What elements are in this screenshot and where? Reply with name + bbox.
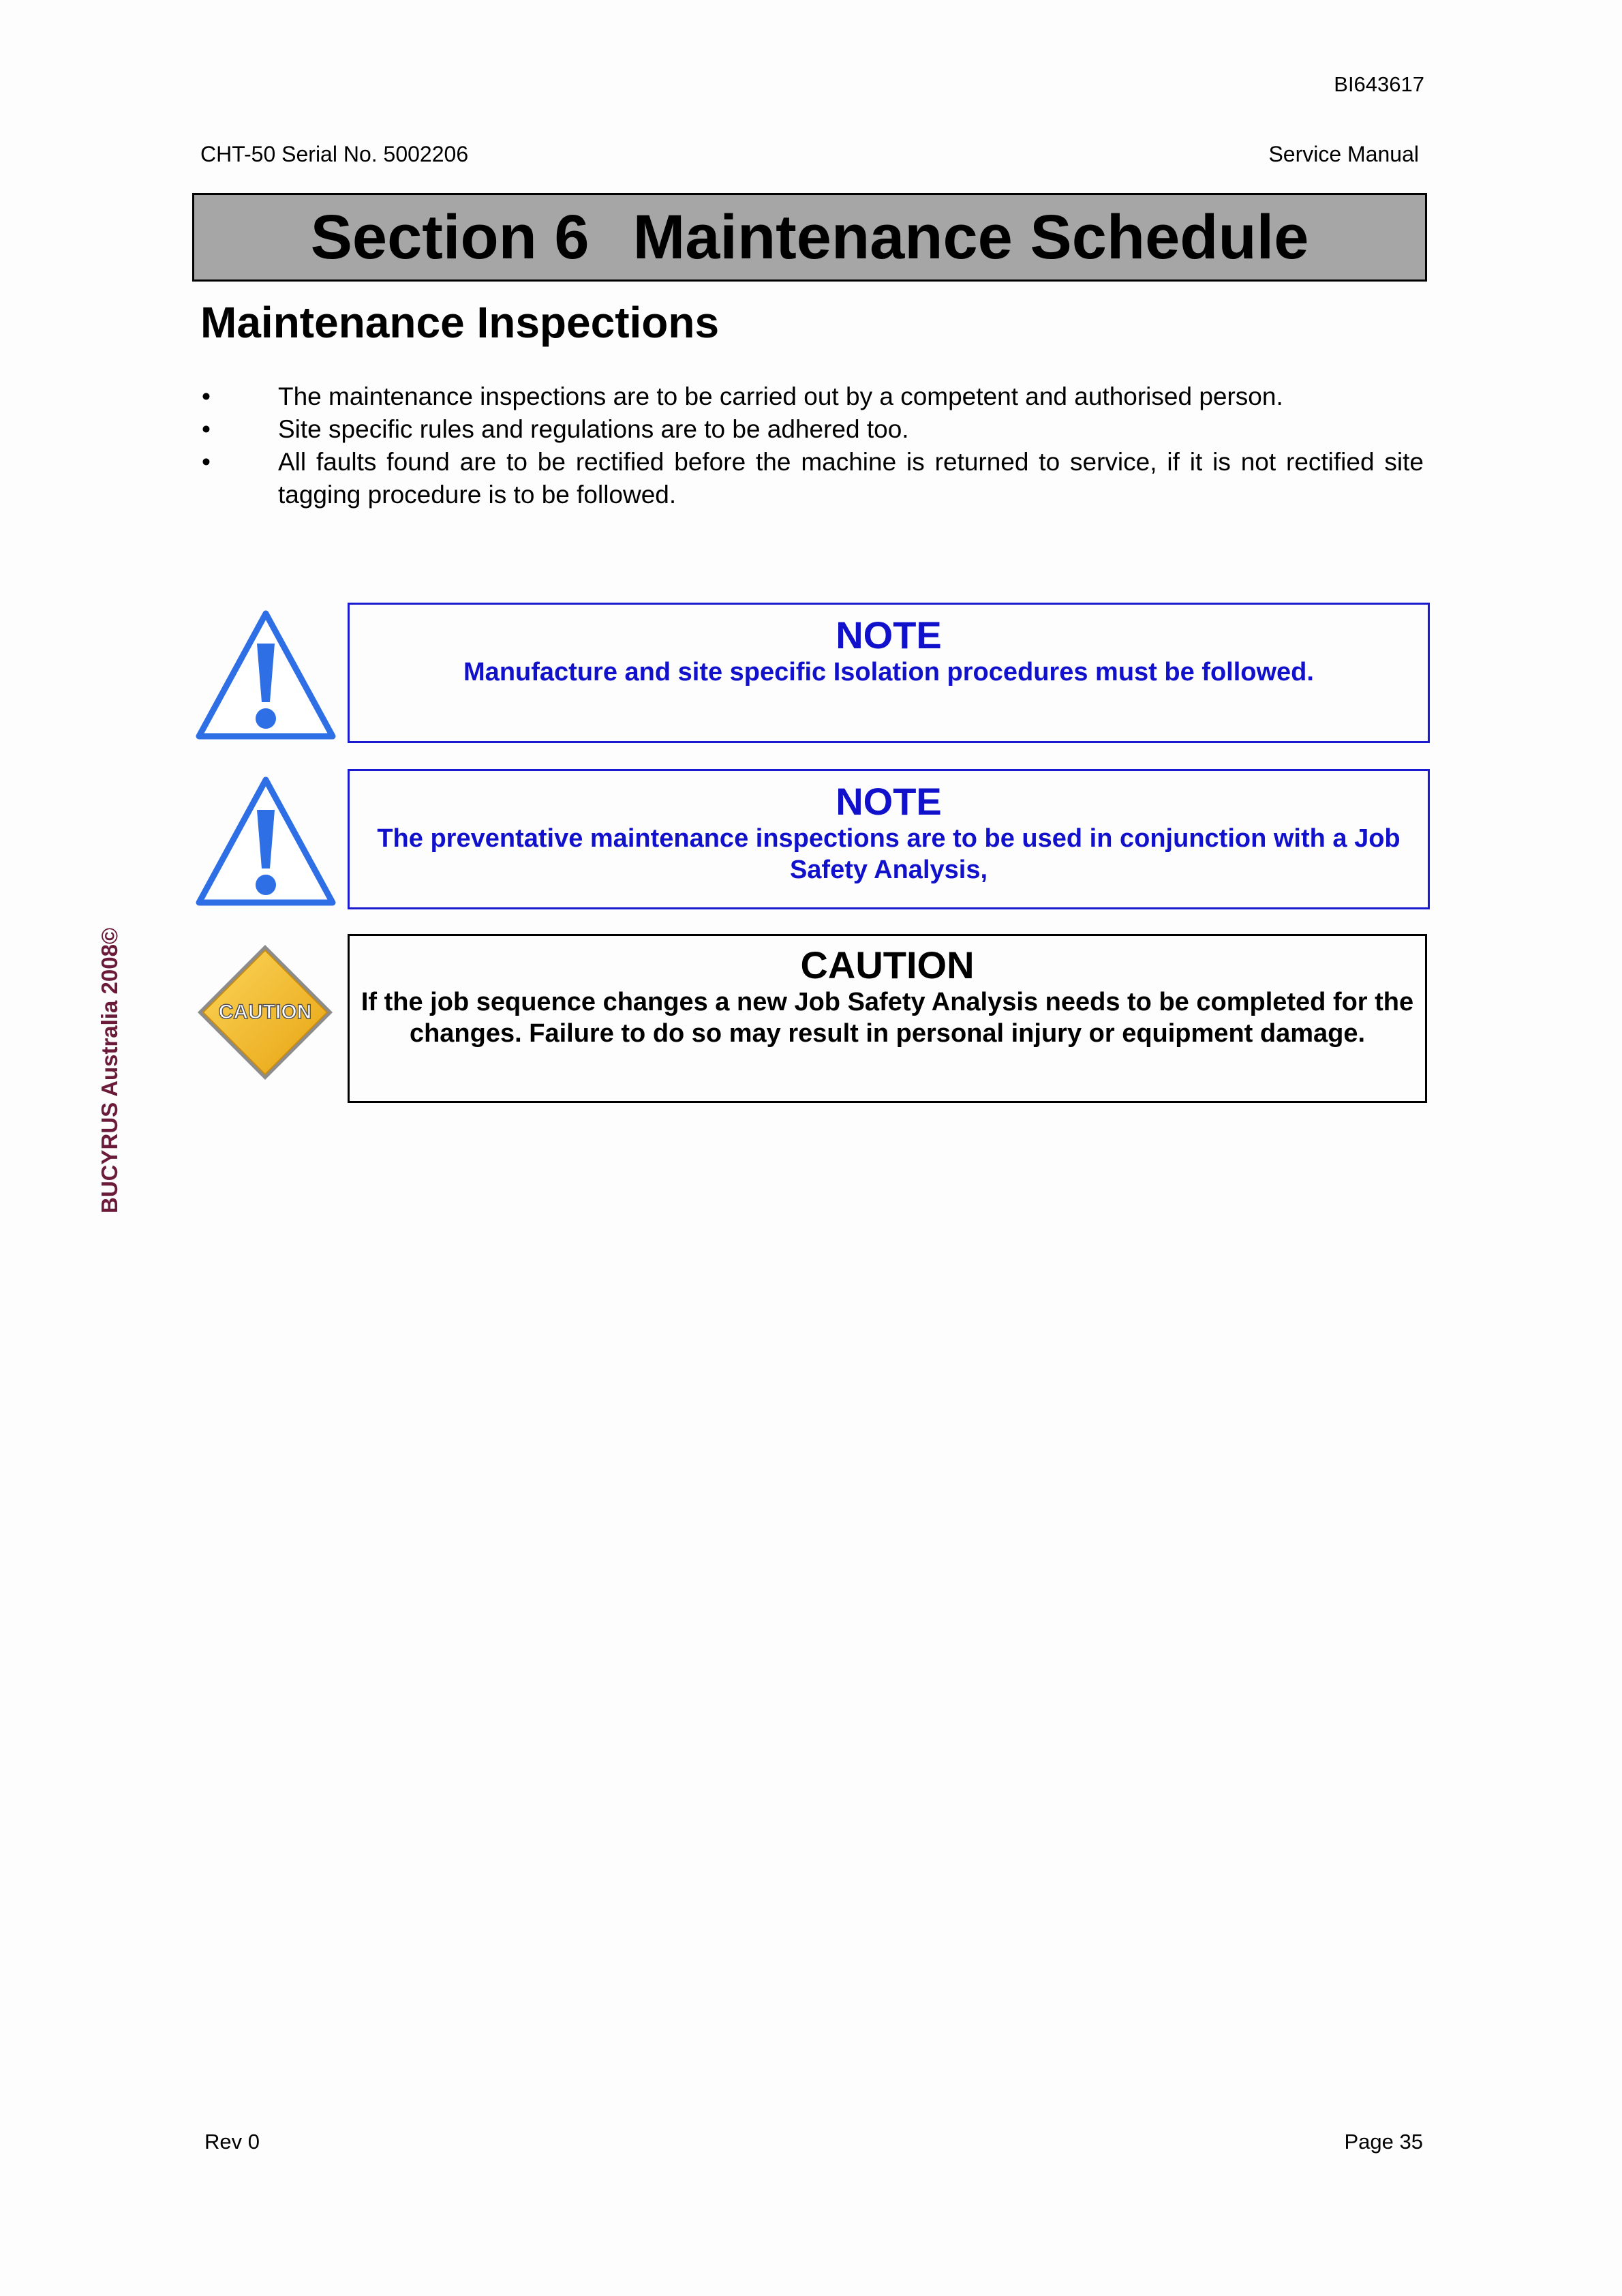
note-box xyxy=(348,603,1430,743)
warning-triangle-icon xyxy=(194,608,338,742)
page-heading: Maintenance Inspections xyxy=(200,298,720,347)
list-item-text: The maintenance inspections are to be carried out by a competent and authorised person. xyxy=(278,382,1283,410)
section-number: Section 6 xyxy=(310,202,590,272)
document-id: BI643617 xyxy=(1334,72,1424,96)
note-box xyxy=(348,769,1430,909)
header-manual-type: Service Manual xyxy=(1268,142,1419,166)
note-title: NOTE xyxy=(836,614,942,656)
note-text: The preventative maintenance inspections are to be used in conjunction with a Job Safety Analysis, xyxy=(377,824,1401,884)
list-item xyxy=(200,413,1424,446)
page-footer xyxy=(204,2130,1423,2154)
header-serial: CHT-50 Serial No. 5002206 xyxy=(200,142,469,166)
list-item-text: All faults found are to be rectified before the machine is returned to service, if it is not rectified site tagging procedure is to be followed. xyxy=(278,448,1424,509)
list-item xyxy=(200,446,1424,511)
side-copyright: BUCYRUS Australia 2008© xyxy=(97,927,122,1213)
caution-sign-label: CAUTION xyxy=(218,1001,312,1023)
list-item-text: Site specific rules and regulations are to be adhered too. xyxy=(278,415,909,443)
list-item xyxy=(200,380,1424,413)
note-title: NOTE xyxy=(836,780,942,823)
section-title: Maintenance Schedule xyxy=(632,202,1309,272)
caution-title: CAUTION xyxy=(800,943,975,986)
warning-triangle-icon xyxy=(194,774,338,908)
caution-box xyxy=(348,934,1427,1103)
section-banner xyxy=(192,193,1427,282)
bullet-icon: • xyxy=(202,382,211,410)
caution-text: If the job sequence changes a new Job Safety Analysis needs to be completed for the changes. Failure to do so may result in personal injury or equipment damage. xyxy=(361,988,1414,1048)
bullet-icon: • xyxy=(202,448,211,476)
inspection-rules-list xyxy=(200,380,1424,511)
running-header xyxy=(200,142,1419,167)
caution-sign-icon xyxy=(192,939,338,1085)
footer-revision: Rev 0 xyxy=(204,2130,260,2154)
note-text: Manufacture and site specific Isolation procedures must be followed. xyxy=(463,658,1314,686)
footer-page-number: Page 35 xyxy=(1344,2130,1423,2154)
bullet-icon: • xyxy=(202,415,211,443)
